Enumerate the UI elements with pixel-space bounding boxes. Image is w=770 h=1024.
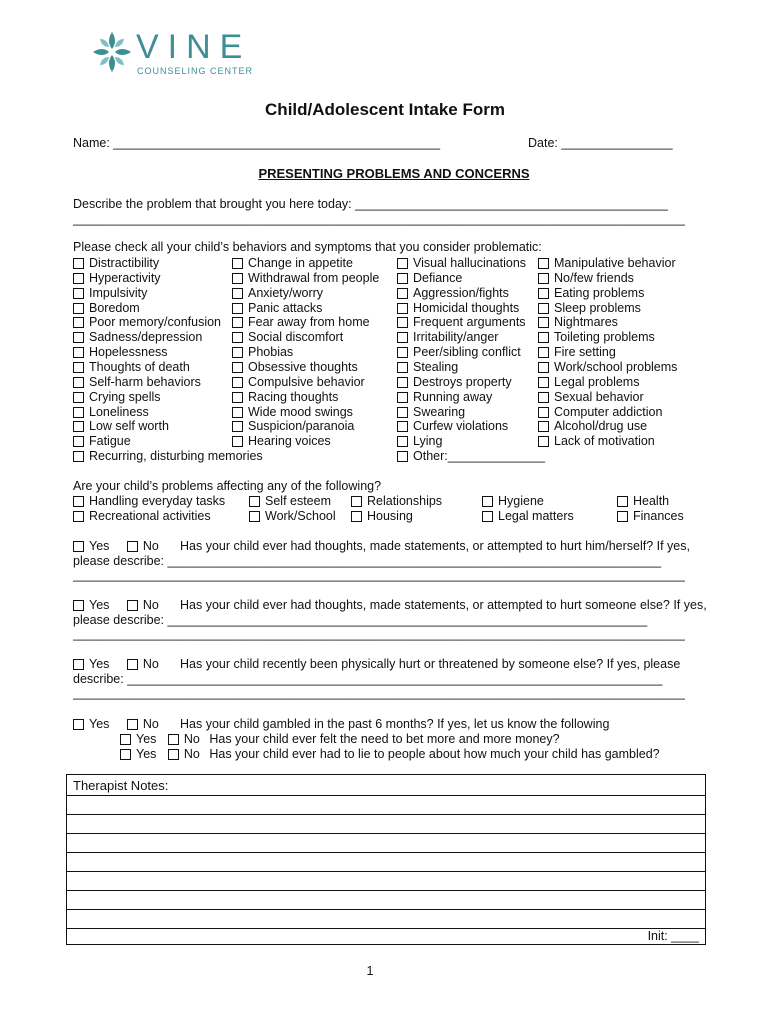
checkbox-icon[interactable] bbox=[397, 288, 408, 299]
checkbox-icon[interactable] bbox=[397, 362, 408, 373]
symptom-label: Other:______________ bbox=[413, 449, 546, 464]
symptom-label: Obsessive thoughts bbox=[248, 359, 358, 374]
affecting-item[interactable] bbox=[482, 494, 544, 509]
symptom-label: Thoughts of death bbox=[89, 359, 190, 374]
symptom-label: Irritability/anger bbox=[413, 330, 499, 345]
notes-line bbox=[67, 890, 705, 891]
symptom-item[interactable] bbox=[232, 434, 331, 449]
symptom-item[interactable] bbox=[73, 434, 131, 449]
symptom-label: Lying bbox=[413, 434, 443, 449]
symptom-label: Frequent arguments bbox=[413, 315, 526, 330]
symptom-label: Hopelessness bbox=[89, 345, 168, 360]
affecting-label: Hygiene bbox=[498, 494, 544, 508]
symptom-label: Stealing bbox=[413, 359, 459, 374]
affecting-label: Housing bbox=[367, 509, 413, 523]
symptom-item[interactable] bbox=[232, 419, 354, 434]
symptom-item[interactable] bbox=[73, 315, 221, 330]
symptom-item[interactable] bbox=[538, 345, 616, 360]
symptom-item[interactable] bbox=[397, 271, 462, 286]
checkbox-icon[interactable] bbox=[538, 332, 549, 343]
affecting-item[interactable] bbox=[617, 494, 669, 509]
checkbox-icon[interactable] bbox=[232, 362, 243, 373]
checkbox-icon[interactable] bbox=[73, 511, 84, 522]
no-label: No bbox=[142, 657, 159, 671]
checkbox-icon[interactable] bbox=[351, 511, 362, 522]
vine-logo-icon bbox=[92, 30, 132, 74]
yes-label: Yes bbox=[136, 732, 157, 746]
checkbox-icon[interactable] bbox=[538, 303, 549, 314]
q3-line[interactable]: ________________________________________________________________________________________ bbox=[73, 686, 685, 700]
symptom-item[interactable] bbox=[232, 390, 338, 405]
q4-no-checkbox[interactable] bbox=[127, 719, 138, 730]
notes-line bbox=[67, 833, 705, 834]
symptom-label: Withdrawal from people bbox=[248, 270, 380, 285]
symptom-item[interactable] bbox=[73, 405, 149, 420]
symptom-item[interactable] bbox=[73, 286, 147, 301]
affecting-item[interactable] bbox=[351, 494, 442, 509]
q2-yes-checkbox[interactable] bbox=[73, 600, 84, 611]
checkbox-icon[interactable] bbox=[73, 347, 84, 358]
q4-yes-checkbox[interactable] bbox=[73, 719, 84, 730]
checkbox-icon[interactable] bbox=[232, 273, 243, 284]
symptom-label: Defiance bbox=[413, 270, 463, 285]
checkbox-icon[interactable] bbox=[73, 377, 84, 388]
checkbox-icon[interactable] bbox=[73, 436, 84, 447]
checkbox-icon[interactable] bbox=[73, 407, 84, 418]
symptom-item[interactable] bbox=[73, 256, 159, 271]
checkbox-icon[interactable] bbox=[397, 258, 408, 269]
q1-no-checkbox[interactable] bbox=[127, 541, 138, 552]
q2-row bbox=[73, 598, 159, 613]
symptom-label: Wide mood swings bbox=[248, 404, 353, 419]
q2-question: Has your child ever had thoughts, made statements, or attempted to hurt someone else? If yes, bbox=[180, 598, 707, 612]
checkbox-icon[interactable] bbox=[73, 273, 84, 284]
checkbox-icon[interactable] bbox=[232, 392, 243, 403]
page-number: 1 bbox=[366, 964, 374, 978]
symptom-item[interactable] bbox=[538, 256, 676, 271]
checkbox-icon[interactable] bbox=[538, 273, 549, 284]
affecting-prompt: Are your child’s problems affecting any of the following? bbox=[73, 479, 382, 493]
symptom-item[interactable] bbox=[538, 286, 644, 301]
affecting-label: Self esteem bbox=[265, 494, 332, 508]
checkbox-icon[interactable] bbox=[397, 332, 408, 343]
symptom-item[interactable] bbox=[73, 360, 190, 375]
q3-describe[interactable]: describe: _____________________________________________________________________________ bbox=[73, 672, 663, 686]
affecting-item[interactable] bbox=[249, 509, 336, 524]
checkbox-icon[interactable] bbox=[538, 377, 549, 388]
symptom-label: Work/school problems bbox=[554, 359, 678, 374]
no-label: No bbox=[142, 539, 159, 553]
symptom-item[interactable] bbox=[397, 419, 508, 434]
no-label: No bbox=[183, 747, 200, 761]
checkbox-icon[interactable] bbox=[538, 347, 549, 358]
symptom-item[interactable] bbox=[397, 256, 526, 271]
checkbox-icon[interactable] bbox=[73, 303, 84, 314]
logo-word: VINE bbox=[136, 28, 252, 66]
symptom-item[interactable] bbox=[232, 405, 353, 420]
symptom-label: Sadness/depression bbox=[89, 330, 203, 345]
symptom-label: Manipulative behavior bbox=[554, 256, 676, 270]
symptom-item[interactable] bbox=[538, 330, 655, 345]
symptom-label: Running away bbox=[413, 389, 493, 404]
date-field[interactable]: Date: ________________ bbox=[528, 136, 673, 150]
symptom-label: Social discomfort bbox=[248, 330, 344, 345]
q2-describe[interactable]: please describe: _____________________________________________________________________ bbox=[73, 613, 648, 627]
symptom-item[interactable] bbox=[397, 390, 492, 405]
name-field[interactable]: Name: _______________________________________________ bbox=[73, 136, 441, 150]
symptom-item[interactable] bbox=[232, 271, 379, 286]
symptom-label: Boredom bbox=[89, 300, 140, 315]
symptom-item[interactable] bbox=[538, 405, 662, 420]
symptom-label: Poor memory/confusion bbox=[89, 315, 222, 330]
symptom-item[interactable] bbox=[397, 434, 442, 449]
checkbox-icon[interactable] bbox=[73, 392, 84, 403]
no-label: No bbox=[142, 598, 159, 612]
symptom-item[interactable] bbox=[397, 286, 509, 301]
notes-line bbox=[67, 814, 705, 815]
symptom-item[interactable] bbox=[73, 375, 201, 390]
checkbox-icon[interactable] bbox=[73, 332, 84, 343]
symptom-label: Anxiety/worry bbox=[248, 285, 324, 300]
checkbox-icon[interactable] bbox=[538, 362, 549, 373]
notes-line bbox=[67, 909, 705, 910]
checkbox-icon[interactable] bbox=[73, 317, 84, 328]
q4-row bbox=[73, 717, 159, 732]
checkbox-icon[interactable] bbox=[538, 392, 549, 403]
section-title: PRESENTING PROBLEMS AND CONCERNS bbox=[258, 166, 530, 181]
symptom-item[interactable] bbox=[73, 301, 140, 316]
checkbox-icon[interactable] bbox=[538, 288, 549, 299]
notes-line bbox=[67, 795, 705, 796]
yes-label: Yes bbox=[89, 717, 110, 731]
symptom-label: No/few friends bbox=[554, 270, 634, 285]
q1-row bbox=[73, 539, 159, 554]
checkbox-icon[interactable] bbox=[617, 496, 628, 507]
checkbox-icon[interactable] bbox=[617, 511, 628, 522]
checklist-prompt: Please check all your child’s behaviors and symptoms that you consider problematic: bbox=[73, 240, 542, 254]
affecting-label: Health bbox=[633, 494, 670, 508]
symptom-label: Distractibility bbox=[89, 256, 160, 270]
symptom-label: Loneliness bbox=[89, 404, 149, 419]
therapist-notes-label: Therapist Notes: bbox=[73, 778, 169, 793]
symptom-label: Aggression/fights bbox=[413, 285, 509, 300]
symptom-item[interactable] bbox=[397, 315, 526, 330]
q4-sub2-question: Has your child ever had to lie to people about how much your child has gambled? bbox=[209, 747, 660, 761]
symptom-label: Low self worth bbox=[89, 419, 169, 434]
yes-label: Yes bbox=[89, 539, 110, 553]
affecting-label: Finances bbox=[633, 509, 684, 523]
symptom-label: Computer addiction bbox=[554, 404, 663, 419]
symptom-item[interactable] bbox=[397, 360, 458, 375]
logo-sub: COUNSELING CENTER bbox=[137, 66, 254, 76]
symptom-item[interactable] bbox=[397, 449, 545, 464]
q4-sub2-row bbox=[120, 747, 660, 762]
checkbox-icon[interactable] bbox=[538, 317, 549, 328]
symptom-item[interactable] bbox=[397, 345, 521, 360]
symptom-item[interactable] bbox=[73, 345, 168, 360]
q3-yes-checkbox[interactable] bbox=[73, 659, 84, 670]
init-field[interactable]: Init: ____ bbox=[647, 929, 699, 943]
q4-sub2-no-checkbox[interactable] bbox=[168, 749, 179, 760]
symptom-label: Curfew violations bbox=[413, 419, 509, 434]
checkbox-icon[interactable] bbox=[232, 436, 243, 447]
symptom-label: Fire setting bbox=[554, 345, 616, 360]
checkbox-icon[interactable] bbox=[232, 303, 243, 314]
symptom-label: Swearing bbox=[413, 404, 466, 419]
affecting-item[interactable] bbox=[351, 509, 413, 524]
checkbox-icon[interactable] bbox=[482, 496, 493, 507]
symptom-label: Hearing voices bbox=[248, 434, 331, 449]
checkbox-icon[interactable] bbox=[73, 288, 84, 299]
symptom-label: Lack of motivation bbox=[554, 434, 655, 449]
q2-no-checkbox[interactable] bbox=[127, 600, 138, 611]
checkbox-icon[interactable] bbox=[397, 347, 408, 358]
symptom-label: Racing thoughts bbox=[248, 389, 339, 404]
symptom-label: Eating problems bbox=[554, 285, 645, 300]
symptom-item[interactable] bbox=[538, 301, 641, 316]
symptom-label: Legal problems bbox=[554, 374, 640, 389]
symptom-label: Fear away from home bbox=[248, 315, 370, 330]
checkbox-icon[interactable] bbox=[232, 377, 243, 388]
describe-line[interactable]: ________________________________________________________________________________________ bbox=[73, 212, 685, 226]
symptom-item[interactable] bbox=[232, 345, 293, 360]
symptom-label: Alcohol/drug use bbox=[554, 419, 648, 434]
symptom-item[interactable] bbox=[397, 330, 498, 345]
q1-describe[interactable]: please describe: _______________________________________________________________________ bbox=[73, 554, 662, 568]
symptom-item[interactable] bbox=[232, 315, 370, 330]
checkbox-icon[interactable] bbox=[249, 511, 260, 522]
q1-line[interactable]: ________________________________________________________________________________________ bbox=[73, 568, 685, 582]
checkbox-icon[interactable] bbox=[232, 421, 243, 432]
checkbox-icon[interactable] bbox=[397, 407, 408, 418]
symptom-label: Destroys property bbox=[413, 374, 512, 389]
symptom-item[interactable] bbox=[538, 375, 639, 390]
symptom-label: Panic attacks bbox=[248, 300, 323, 315]
describe-prompt[interactable]: Describe the problem that brought you here today: _____________________________________________ bbox=[73, 197, 668, 211]
symptom-item[interactable] bbox=[73, 390, 161, 405]
yes-label: Yes bbox=[89, 657, 110, 671]
notes-line bbox=[67, 871, 705, 872]
symptom-label: Toileting problems bbox=[554, 330, 655, 345]
symptom-item[interactable] bbox=[232, 301, 322, 316]
symptom-item[interactable] bbox=[397, 375, 512, 390]
affecting-label: Handling everyday tasks bbox=[89, 494, 226, 508]
affecting-item[interactable] bbox=[482, 509, 574, 524]
q4-sub2-yes-checkbox[interactable] bbox=[120, 749, 131, 760]
symptom-item[interactable] bbox=[73, 330, 202, 345]
checkbox-icon[interactable] bbox=[351, 496, 362, 507]
symptom-label: Crying spells bbox=[89, 389, 161, 404]
checkbox-icon[interactable] bbox=[397, 392, 408, 403]
symptom-label: Visual hallucinations bbox=[413, 256, 527, 270]
symptom-label: Hyperactivity bbox=[89, 270, 161, 285]
affecting-item[interactable] bbox=[249, 494, 331, 509]
symptom-label: Fatigue bbox=[89, 434, 131, 449]
notes-line bbox=[67, 852, 705, 853]
form-title: Child/Adolescent Intake Form bbox=[265, 100, 505, 119]
symptom-item[interactable] bbox=[73, 271, 161, 286]
symptom-item[interactable] bbox=[538, 271, 634, 286]
q4-sub1-yes-checkbox[interactable] bbox=[120, 734, 131, 745]
checkbox-icon[interactable] bbox=[397, 273, 408, 284]
q3-question: Has your child recently been physically hurt or threatened by someone else? If yes, please bbox=[180, 657, 681, 671]
symptom-item[interactable] bbox=[232, 360, 358, 375]
checkbox-icon[interactable] bbox=[397, 451, 408, 462]
checkbox-icon[interactable] bbox=[397, 436, 408, 447]
symptom-item[interactable] bbox=[73, 449, 263, 464]
affecting-label: Recreational activities bbox=[89, 509, 211, 523]
checkbox-icon[interactable] bbox=[538, 258, 549, 269]
checkbox-icon[interactable] bbox=[397, 317, 408, 328]
symptom-label: Homicidal thoughts bbox=[413, 300, 520, 315]
symptom-label: Suspicion/paranoia bbox=[248, 419, 355, 434]
affecting-label: Relationships bbox=[367, 494, 443, 508]
notes-line bbox=[67, 928, 705, 929]
q1-yes-checkbox[interactable] bbox=[73, 541, 84, 552]
affecting-label: Work/School bbox=[265, 509, 336, 523]
checkbox-icon[interactable] bbox=[482, 511, 493, 522]
affecting-item[interactable] bbox=[73, 494, 225, 509]
symptom-item[interactable] bbox=[538, 360, 677, 375]
checkbox-icon[interactable] bbox=[73, 258, 84, 269]
symptom-item[interactable] bbox=[232, 330, 343, 345]
symptom-item[interactable] bbox=[538, 390, 644, 405]
q4-sub1-question: Has your child ever felt the need to bet more and more money? bbox=[209, 732, 560, 746]
q3-no-checkbox[interactable] bbox=[127, 659, 138, 670]
symptom-label: Peer/sibling conflict bbox=[413, 345, 521, 360]
symptom-label: Phobias bbox=[248, 345, 294, 360]
symptom-label: Compulsive behavior bbox=[248, 374, 365, 389]
checkbox-icon[interactable] bbox=[397, 303, 408, 314]
symptom-item[interactable] bbox=[538, 315, 618, 330]
symptom-item[interactable] bbox=[397, 405, 465, 420]
checkbox-icon[interactable] bbox=[232, 407, 243, 418]
q4-sub1-no-checkbox[interactable] bbox=[168, 734, 179, 745]
symptom-item[interactable] bbox=[232, 256, 353, 271]
checkbox-icon[interactable] bbox=[538, 421, 549, 432]
checkbox-icon[interactable] bbox=[73, 496, 84, 507]
q4-sub1-row bbox=[120, 732, 560, 747]
q1-question: Has your child ever had thoughts, made statements, or attempted to hurt him/herself? If yes, bbox=[180, 539, 690, 553]
affecting-label: Legal matters bbox=[498, 509, 574, 523]
checkbox-icon[interactable] bbox=[397, 377, 408, 388]
symptom-item[interactable] bbox=[538, 419, 647, 434]
symptom-label: Nightmares bbox=[554, 315, 618, 330]
symptom-item[interactable] bbox=[232, 375, 365, 390]
checkbox-icon[interactable] bbox=[538, 407, 549, 418]
checkbox-icon[interactable] bbox=[232, 317, 243, 328]
checkbox-icon[interactable] bbox=[397, 421, 408, 432]
checkbox-icon[interactable] bbox=[232, 258, 243, 269]
symptom-label: Impulsivity bbox=[89, 285, 148, 300]
q2-line[interactable]: ________________________________________________________________________________________ bbox=[73, 627, 685, 641]
symptom-item[interactable] bbox=[232, 286, 323, 301]
symptom-label: Self-harm behaviors bbox=[89, 374, 201, 389]
checkbox-icon[interactable] bbox=[232, 347, 243, 358]
checkbox-icon[interactable] bbox=[73, 451, 84, 462]
checkbox-icon[interactable] bbox=[73, 362, 84, 373]
symptom-label: Change in appetite bbox=[248, 256, 353, 270]
yes-label: Yes bbox=[136, 747, 157, 761]
affecting-item[interactable] bbox=[617, 509, 684, 524]
q4-question: Has your child gambled in the past 6 months? If yes, let us know the following bbox=[180, 717, 610, 731]
checkbox-icon[interactable] bbox=[73, 421, 84, 432]
therapist-notes-box[interactable] bbox=[66, 774, 706, 945]
yes-label: Yes bbox=[89, 598, 110, 612]
symptom-item[interactable] bbox=[397, 301, 519, 316]
symptom-label: Recurring, disturbing memories bbox=[89, 449, 263, 464]
symptom-item[interactable] bbox=[538, 434, 655, 449]
checkbox-icon[interactable] bbox=[232, 288, 243, 299]
affecting-item[interactable] bbox=[73, 509, 211, 524]
checkbox-icon[interactable] bbox=[538, 436, 549, 447]
no-label: No bbox=[142, 717, 159, 731]
symptom-label: Sleep problems bbox=[554, 300, 641, 315]
checkbox-icon[interactable] bbox=[249, 496, 260, 507]
no-label: No bbox=[183, 732, 200, 746]
checkbox-icon[interactable] bbox=[232, 332, 243, 343]
symptom-label: Sexual behavior bbox=[554, 389, 644, 404]
symptom-item[interactable] bbox=[73, 419, 169, 434]
q3-row bbox=[73, 657, 159, 672]
